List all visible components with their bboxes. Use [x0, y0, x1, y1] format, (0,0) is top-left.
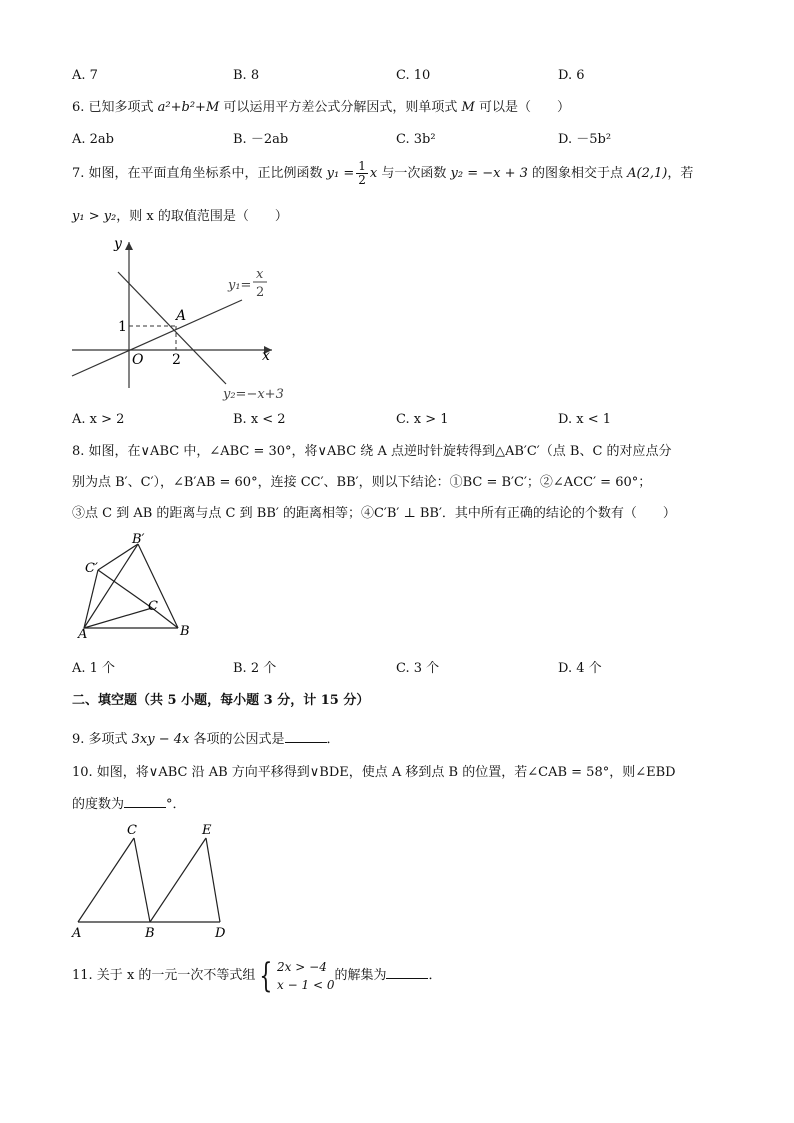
line-y1 [72, 300, 242, 376]
q11-post: 的解集为 [334, 968, 387, 983]
q10-answer-blank[interactable] [124, 795, 166, 808]
label-c: C [127, 823, 137, 838]
y-axis-label: y [114, 236, 122, 252]
q7-frac-den: 2 [358, 173, 366, 187]
q5-option-b: B. 8 [233, 68, 260, 83]
segment-be [150, 838, 206, 922]
q7-condition: y₁ > y₂ [72, 209, 117, 224]
q10-line2-pre: 的度数为 [72, 797, 125, 812]
q9-expression: 3xy − 4x [131, 732, 190, 747]
x-tick-label: 2 [172, 352, 181, 368]
q7-fraction [356, 160, 368, 187]
line-y2-label: y₂=−x+3 [223, 387, 284, 402]
q10-line2-end: °． [166, 797, 186, 812]
q8-option-c: C. 3 个 [396, 661, 440, 676]
segment-ed [206, 838, 220, 922]
q11-inequality-2: x − 1 < 0 [277, 977, 335, 992]
q11-end: ． [428, 968, 442, 983]
segment-ac [84, 608, 152, 628]
label-c-prime: C′ [85, 561, 98, 576]
q9-post: 各项的公因式是 [189, 732, 285, 747]
q7-frac-num: 1 [358, 159, 366, 173]
q8-stem-line2: 别为点 B′、C′），∠B′AB = 60°，连接 CC′、BB′，则以下结论：①BC = B′C′；②∠ACC′ = 60°； [72, 475, 652, 490]
q10-translation-figure [66, 820, 238, 942]
origin-label: O [132, 352, 144, 368]
section-2-heading: 二、填空题（共 5 小题，每小题 3 分，计 15 分） [72, 693, 370, 708]
q7-stem-line1 [72, 159, 693, 189]
line-y1-frac-den: 2 [256, 285, 265, 300]
q9-end: ． [326, 732, 340, 747]
q7-option-d: D. x < 1 [558, 412, 611, 427]
q10-stem-line1: 10. 如图，将∨ABC 沿 AB 方向平移得到∨BDE，使点 A 移到点 B 的位置，若∠CAB = 58°，则∠EBD [72, 765, 676, 780]
q8-triangle-figure [72, 532, 202, 644]
q7-stem-post: 的图象相交于点 [527, 166, 628, 181]
q6-stem [72, 99, 570, 117]
q9-stem [72, 730, 340, 749]
q11-answer-blank[interactable] [386, 966, 428, 979]
q7-y2-expr: y₂ = −x + 3 [450, 166, 528, 181]
line-y1-frac-num: x [256, 267, 264, 282]
q9-pre: 9. 多项式 [72, 732, 132, 747]
q6-stem-post: 可以运用平方差公式分解因式，则单项式 [219, 100, 462, 115]
q8-option-a: A. 1 个 [72, 661, 116, 676]
q6-monomial-m: M [461, 100, 475, 115]
segment-cpbp [98, 544, 138, 570]
q11-inequality-1: 2x > −4 [277, 959, 327, 974]
q5-option-a: A. 7 [72, 68, 98, 83]
q6-option-b: B. －2ab [233, 132, 289, 147]
q7-option-c: C. x > 1 [396, 412, 449, 427]
q8-stem-line1: 8. 如图，在∨ABC 中，∠ABC = 30°，将∨ABC 绕 A 点逆时针旋转得到△AB′C′（点 B、C 的对应点分 [72, 444, 672, 459]
q6-option-a: A. 2ab [72, 132, 114, 147]
label-e: E [202, 823, 212, 838]
q7-x-var: x [369, 166, 378, 181]
q7-stem-end: ，若 [667, 166, 694, 181]
q7-stem-line2 [72, 208, 288, 226]
q11-stem [72, 954, 441, 998]
q8-option-b: B. 2 个 [233, 661, 277, 676]
point-a-label: A [176, 308, 187, 324]
q7-point: A(2,1) [627, 166, 668, 181]
q11-brace: { [259, 955, 273, 996]
label-b: B [145, 926, 155, 941]
y-tick-label: 1 [118, 319, 127, 335]
q6-stem-pre: 6. 已知多项式 [72, 100, 158, 115]
q5-option-c: C. 10 [396, 68, 431, 83]
q7-stem-pre: 7. 如图，在平面直角坐标系中，正比例函数 [72, 166, 327, 181]
q5-option-d: D. 6 [558, 68, 585, 83]
label-c: C [148, 599, 158, 614]
q8-option-d: D. 4 个 [558, 661, 602, 676]
segment-acp [84, 570, 98, 628]
q6-option-c: C. 3b² [396, 132, 436, 147]
q7-coordinate-graph [66, 234, 306, 404]
q7-stem2-post: ，则 x 的取值范围是（ ） [116, 209, 288, 224]
q6-option-d: D. －5b² [558, 132, 612, 147]
segment-abp [84, 544, 138, 628]
segment-bpb [138, 544, 178, 628]
q7-option-a: A. x > 2 [72, 412, 125, 427]
label-a: A [78, 627, 88, 642]
label-d: D [215, 926, 226, 941]
label-b: B [180, 624, 190, 639]
q8-stem-line3: ③点 C 到 AB 的距离与点 C 到 BB′ 的距离相等；④C′B′ ⊥ BB′．其中所有正确的结论的个数有（ ） [72, 506, 676, 521]
q7-option-b: B. x < 2 [233, 412, 286, 427]
q7-stem-mid: 与一次函数 [377, 166, 451, 181]
label-a: A [72, 926, 82, 941]
q7-y1-label: y₁ = [326, 166, 355, 181]
q9-answer-blank[interactable] [285, 730, 327, 743]
x-axis-label: x [262, 348, 270, 364]
q10-stem-line2 [72, 795, 186, 814]
segment-cpc [98, 570, 152, 608]
label-b-prime: B′ [132, 532, 145, 547]
q6-polynomial: a²+b²+M [157, 100, 220, 115]
q11-inequality-system [277, 958, 334, 994]
y-axis-arrow [125, 242, 133, 250]
q6-stem-end: 可以是（ ） [474, 100, 570, 115]
segment-cb [134, 838, 150, 922]
q11-pre: 11. 关于 x 的一元一次不等式组 [72, 968, 256, 983]
line-y1-label: y₁= [228, 278, 252, 293]
segment-ac [78, 838, 134, 922]
